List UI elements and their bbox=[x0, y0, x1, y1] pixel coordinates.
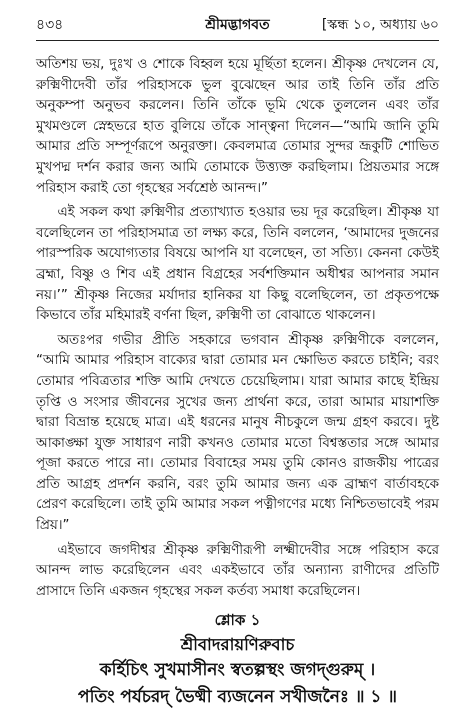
paragraph: এইভাবে জগদীশ্বর শ্রীকৃষ্ণ রুক্মিণীরূপী লক্ষ্মীদেবীর সঙ্গে পরিহাস করে আনন্দ লাভ করেছিলেন এবং একইভাবে তাঁর অন্যান্য রাণীদের প্রতিটি প্রাসাদে তিনি একজন গৃহস্থের সকল কর্তব্য সমাধা করেছিলেন। bbox=[36, 542, 439, 599]
paragraph: এই সকল কথা রুক্মিণীর প্রত্যাখ্যাত হওয়ার ভয় দূর করেছিল। শ্রীকৃষ্ণ যা বলেছিলেন তা পরিহাসমাত্র তা লক্ষ্য করে, তিনি বললেন, ‘আমাদের দুজনের পারস্পরিক অযোগ্যতার বিষয়ে আপনি যা বলেছেন, তা সত্যি। কেননা কেউই ব্রহ্মা, বিষ্ণু ও শিব এই প্রধান বিগ্রহের সর্বশক্তিমান অধীশ্বর আপনার সমান নয়।’” শ্রীকৃষ্ণ নিজের মর্যাদার হানিকর যা কিছু বলেছিলেন, তা প্রকৃতপক্ষে কিভাবে তাঁর মহিমারই বর্ণনা ছিল, রুক্মিণী তা বোঝাতে থাকলেন। bbox=[36, 205, 439, 324]
book-title: শ্রীমদ্ভাগবত bbox=[205, 17, 270, 33]
page-number: ৪৩৪ bbox=[36, 17, 64, 33]
chapter-reference: [স্কন্ধ ১০, অধ্যায় ৬০ bbox=[321, 17, 439, 33]
page-header bbox=[36, 14, 439, 38]
header-divider bbox=[36, 40, 439, 41]
verse-line: পতিং পর্যচরদ্ ভৈষ্মী ব্যজনেন সখীজনৈঃ ॥ ১ ॥ bbox=[78, 687, 397, 708]
sloka-title: শ্লোক ১ bbox=[214, 611, 261, 630]
sloka-speaker: শ্রীবাদরায়ণিরুবাচ bbox=[180, 635, 295, 655]
paragraph: অতঃপর গভীর প্রীতি সহকারে ভগবান শ্রীকৃষ্ণ রুক্মিণীকে বললেন, “আমি আমার পরিহাস বাক্যের দ্বারা তোমার মন ক্ষোভিত করতে চাইনি; বরং তোমার পবিত্রতার শক্তি আমি দেখতে চেয়েছিলাম। যারা আমার কাছে ইন্দ্রিয় তৃপ্তি ও সংসার জীবনের সুখের জন্য প্রার্থনা করে, তারা আমার মায়াশক্তি দ্বারা বিভ্রান্ত হয়েছে মাত্র। এই ধরনের মানুষ নীচকুলে জন্ম গ্রহণ করবে। দুষ্ট আকাঙ্ক্ষা যুক্ত সাধারণ নারী কখনও তোমার মতো বিশ্বস্ততার সঙ্গে আমার পূজা করতে পারে না। তোমার বিবাহের সময় তুমি কোনও রাজকীয় পাত্রের প্রতি আগ্রহ প্রদর্শন করনি, বরং তুমি আমার জন্য এক ব্রাহ্মণ বার্তাবহকে প্রেরণ করেছিলে। তাই তুমি আমার সকল পত্নীগণের মধ্যে নিশ্চিতভাবেই পরম প্রিয়।” bbox=[36, 332, 439, 534]
verse-line: কর্হিচিৎ সুখমাসীনং স্বতল্পস্থং জগদ্গুরুম্ । bbox=[99, 660, 376, 681]
paragraph: অতিশয় ভয়, দুঃখ ও শোকে বিহ্বল হয়ে মূর্ছিতা হলেন। শ্রীকৃষ্ণ দেখলেন যে, রুক্মিণীদেবী তাঁর পরিহাসকে ভুল বুঝেছেন আর তাই তিনি তাঁর প্রতি অনুকম্পা অনুভব করলেন। তিনি তাঁকে ভূমি থেকে তুললেন এবং তাঁর মুখমণ্ডলে স্নেহভরে হাত বুলিয়ে তাঁকে সান্ত্বনা দিলেন—“আমি জানি তুমি আমার প্রতি সম্পূর্ণরূপে অনুরক্তা। কেবলমাত্র তোমার সুন্দর ভ্রূকুটি শোভিত মুখপদ্ম দর্শন করার জন্য আমি তোমাকে উত্ত্যক্ত করছিলাম। প্রিয়তমার সঙ্গে পরিহাস করাই তো গৃহস্থের সর্বশ্রেষ্ঠ আনন্দ।” bbox=[36, 57, 439, 196]
